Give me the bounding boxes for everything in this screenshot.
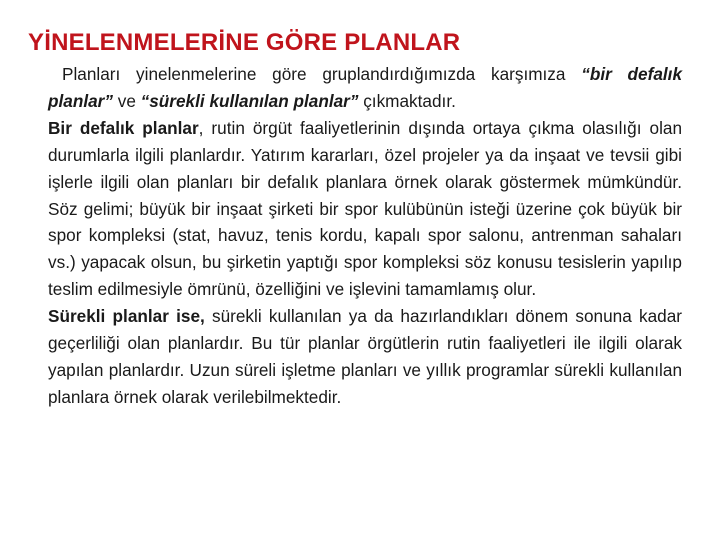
intro-emphasis-continuous: “sürekli kullanılan planlar” [140, 90, 359, 111]
one-time-plans-paragraph [48, 115, 682, 303]
continuous-plans-paragraph [48, 303, 682, 411]
intro-paragraph [48, 61, 682, 115]
intro-text-3: çıkmaktadır. [358, 90, 456, 111]
slide-body [48, 61, 682, 411]
continuous-plans-term: Sürekli planlar ise, [48, 306, 205, 327]
intro-emphasis-one-time: “bir defalık planlar” [48, 64, 683, 111]
intro-text-1: Planları yinelenmelerine göre gruplandırdığımızda karşımıza [62, 64, 582, 84]
slide-title: YİNELENMELERİNE GÖRE PLANLAR [28, 29, 461, 56]
continuous-plans-text: sürekli kullanılan ya da hazırlandıkları dönem sonuna kadar geçerliliği olan planlardır. Bu tür planlar örgütlerin rutin faaliyetleri ile ilgili olarak yapılan planlardır. Uzun süreli işletme planları ve yıllık programlar sürekli kullanılan planlara örnek olarak verilebilmektedir. [48, 306, 682, 407]
intro-text-2: ve [112, 90, 141, 111]
one-time-plans-text: , rutin örgüt faaliyetlerinin dışında ortaya çıkma olasılığı olan durumlarla ilgili planlardır. Yatırım kararları, özel projeler ya da inşaat ve tevsii gibi işlerle ilgili olan planları bir defalık planlara örnek olarak göstermek mümkündür. Söz gelimi; büyük bir inşaat şirketi bir spor kulübünün isteği üzerine çok büyük bir spor kompleksi (stat, havuz, tenis kordu, kapalı spor salonu, antrenman sahaları vs.) yapacak olsun, bu şirketin yaptığı spor kompleksi söz konusu tesislerin yapılıp teslim edilmesiyle ömrünü, özelliğini ve işlevini tamamlamış olur. [48, 117, 683, 300]
one-time-plans-term: Bir defalık planlar [48, 117, 199, 138]
